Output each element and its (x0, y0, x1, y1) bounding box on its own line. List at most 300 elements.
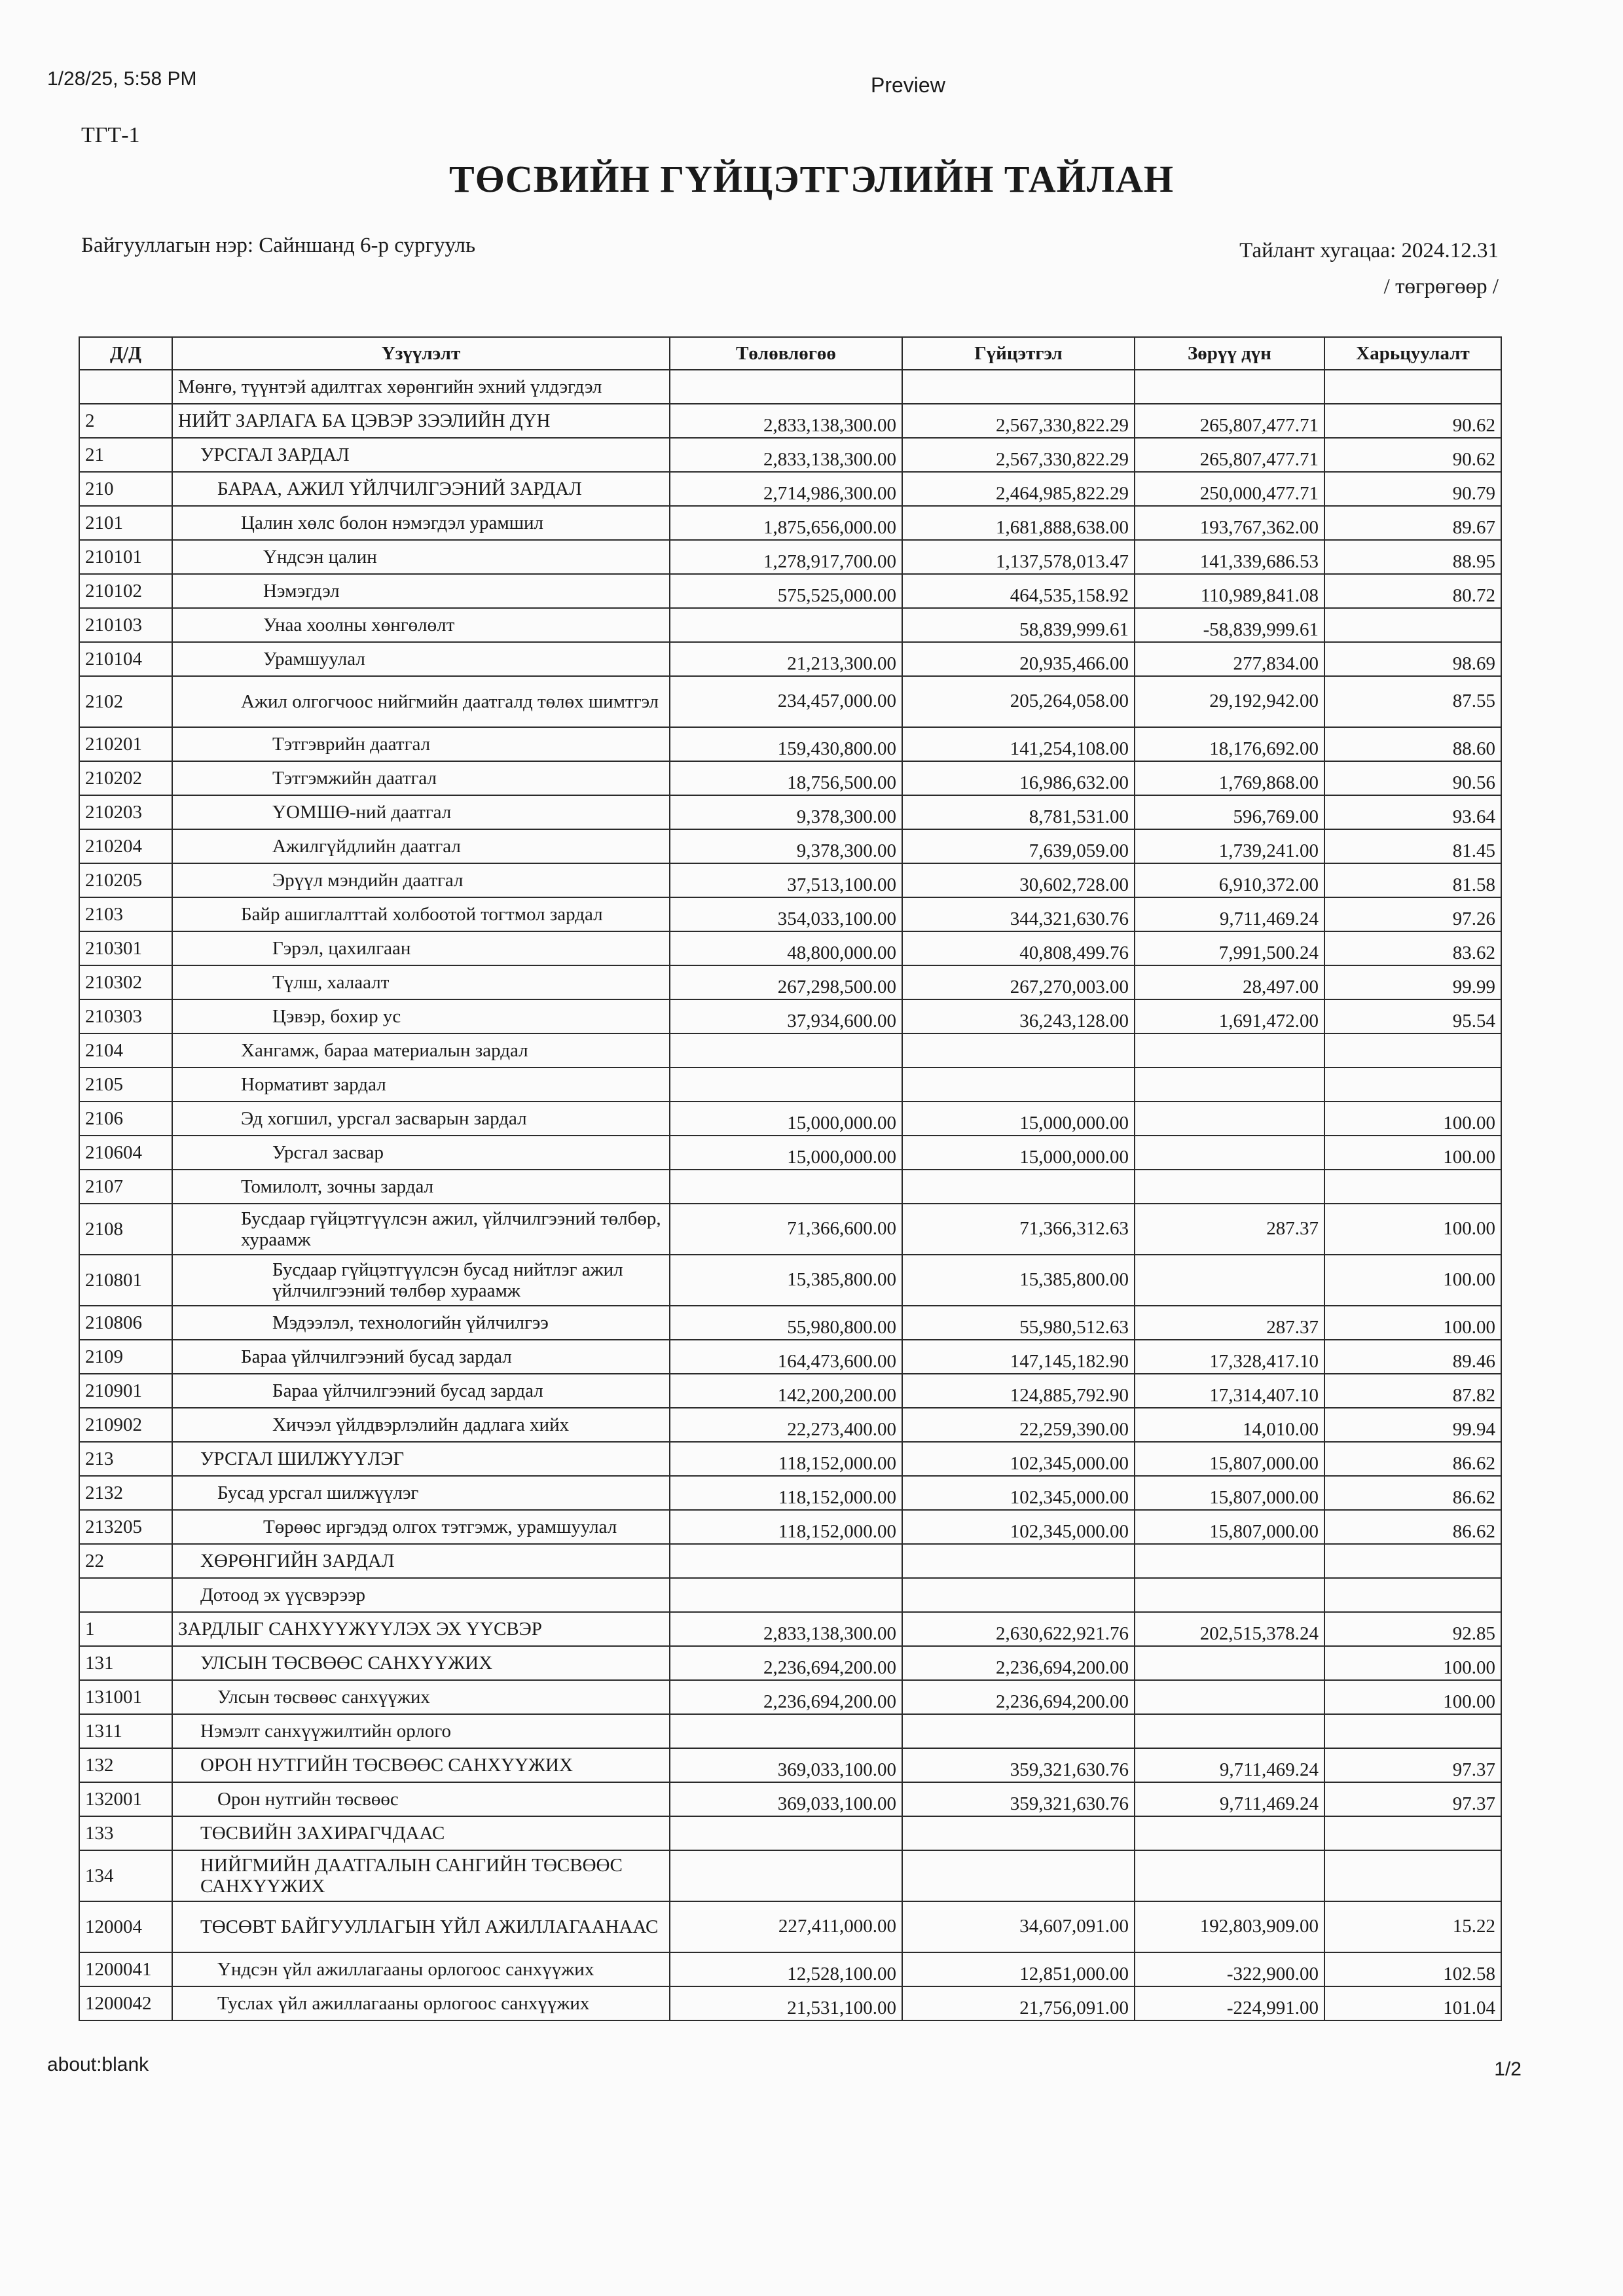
cell-actual: 2,236,694,200.00 (902, 1680, 1135, 1714)
cell-actual: 464,535,158.92 (902, 574, 1135, 608)
cell-code: 21 (79, 438, 172, 472)
cell-ratio: 99.99 (1324, 965, 1501, 999)
cell-actual: 2,236,694,200.00 (902, 1646, 1135, 1680)
cell-actual: 15,385,800.00 (902, 1255, 1135, 1306)
cell-actual (902, 370, 1135, 404)
cell-actual: 102,345,000.00 (902, 1476, 1135, 1510)
cell-plan (670, 1067, 902, 1102)
cell-actual: 359,321,630.76 (902, 1748, 1135, 1782)
cell-code: 131001 (79, 1680, 172, 1714)
cell-ratio: 86.62 (1324, 1510, 1501, 1544)
cell-difference: 192,803,909.00 (1135, 1901, 1324, 1952)
table-row (79, 1986, 1501, 2020)
cell-actual: 2,567,330,822.29 (902, 438, 1135, 472)
cell-indicator: Бусдаар гүйцэтгүүлсэн ажил, үйлчилгээний төлбөр, хураамж (172, 1204, 670, 1255)
cell-indicator: Хичээл үйлдвэрлэлийн дадлага хийх (172, 1408, 670, 1442)
table-row (79, 676, 1501, 727)
cell-indicator: Мэдээлэл, технологийн үйлчилгээ (172, 1306, 670, 1340)
cell-ratio: 101.04 (1324, 1986, 1501, 2020)
cell-indicator: Дотоод эх үүсвэрээр (172, 1578, 670, 1612)
cell-ratio: 100.00 (1324, 1646, 1501, 1680)
cell-ratio: 83.62 (1324, 931, 1501, 965)
cell-code: 210204 (79, 829, 172, 863)
cell-ratio: 93.64 (1324, 795, 1501, 829)
cell-indicator: НИЙГМИЙН ДААТГАЛЫН САНГИЙН ТӨСВӨӨС САНХҮҮЖИХ (172, 1850, 670, 1901)
cell-indicator: Тэтгэврийн даатгал (172, 727, 670, 761)
cell-plan (670, 1816, 902, 1850)
cell-indicator: Урсгал засвар (172, 1136, 670, 1170)
cell-code: 133 (79, 1816, 172, 1850)
cell-actual (902, 1544, 1135, 1578)
cell-plan: 15,000,000.00 (670, 1136, 902, 1170)
cell-actual: 102,345,000.00 (902, 1510, 1135, 1544)
cell-code: 120004 (79, 1901, 172, 1952)
cell-ratio: 100.00 (1324, 1680, 1501, 1714)
column-header-plan: Төлөвлөгөө (670, 337, 902, 370)
cell-code: 131 (79, 1646, 172, 1680)
cell-indicator: Орон нутгийн төсвөөс (172, 1782, 670, 1816)
table-row (79, 897, 1501, 931)
cell-indicator: ТӨСӨВТ БАЙГУУЛЛАГЫН ҮЙЛ АЖИЛЛАГААНААС (172, 1901, 670, 1952)
table-row (79, 1850, 1501, 1901)
page-number: 1/2 (1494, 2058, 1522, 2080)
cell-actual: 8,781,531.00 (902, 795, 1135, 829)
cell-code: 210201 (79, 727, 172, 761)
cell-actual (902, 1033, 1135, 1067)
table-row (79, 1204, 1501, 1255)
cell-plan: 9,378,300.00 (670, 829, 902, 863)
table-row (79, 795, 1501, 829)
cell-difference: 18,176,692.00 (1135, 727, 1324, 761)
cell-code: 134 (79, 1850, 172, 1901)
cell-actual: 359,321,630.76 (902, 1782, 1135, 1816)
cell-code: 213 (79, 1442, 172, 1476)
cell-ratio (1324, 370, 1501, 404)
organization-name: Байгууллагын нэр: Сайншанд 6-р сургууль (81, 234, 476, 257)
cell-actual: 36,243,128.00 (902, 999, 1135, 1033)
cell-difference: -58,839,999.61 (1135, 608, 1324, 642)
cell-actual: 102,345,000.00 (902, 1442, 1135, 1476)
cell-ratio: 97.26 (1324, 897, 1501, 931)
cell-difference (1135, 370, 1324, 404)
cell-plan: 227,411,000.00 (670, 1901, 902, 1952)
print-date: 1/28/25, 5:58 PM (47, 68, 197, 90)
cell-indicator: Хангамж, бараа материалын зардал (172, 1033, 670, 1067)
cell-plan: 55,980,800.00 (670, 1306, 902, 1340)
cell-plan: 2,833,138,300.00 (670, 1612, 902, 1646)
cell-indicator: Бусдаар гүйцэтгүүлсэн бусад нийтлэг ажил үйлчилгээний төлбөр хураамж (172, 1255, 670, 1306)
cell-ratio: 90.62 (1324, 438, 1501, 472)
cell-indicator: Үндсэн цалин (172, 540, 670, 574)
cell-actual: 2,464,985,822.29 (902, 472, 1135, 506)
cell-code: 210801 (79, 1255, 172, 1306)
table-row (79, 1340, 1501, 1374)
cell-indicator: ҮОМШӨ-ний даатгал (172, 795, 670, 829)
table-row (79, 574, 1501, 608)
table-row (79, 370, 1501, 404)
cell-ratio: 90.56 (1324, 761, 1501, 795)
cell-code: 210203 (79, 795, 172, 829)
table-row (79, 642, 1501, 676)
document-title: ТӨСВИЙН ГҮЙЦЭТГЭЛИЙН ТАЙЛАН (449, 158, 1174, 200)
cell-plan: 71,366,600.00 (670, 1204, 902, 1255)
cell-indicator: Урамшуулал (172, 642, 670, 676)
table-row (79, 1782, 1501, 1816)
cell-plan: 21,531,100.00 (670, 1986, 902, 2020)
cell-actual: 15,000,000.00 (902, 1102, 1135, 1136)
cell-difference (1135, 1680, 1324, 1714)
cell-ratio: 87.55 (1324, 676, 1501, 727)
cell-code: 132001 (79, 1782, 172, 1816)
cell-plan: 22,273,400.00 (670, 1408, 902, 1442)
cell-plan (670, 1544, 902, 1578)
cell-code: 2 (79, 404, 172, 438)
cell-actual: 71,366,312.63 (902, 1204, 1135, 1255)
cell-code: 210 (79, 472, 172, 506)
cell-difference: 277,834.00 (1135, 642, 1324, 676)
cell-actual: 2,567,330,822.29 (902, 404, 1135, 438)
cell-ratio: 81.58 (1324, 863, 1501, 897)
cell-plan: 37,513,100.00 (670, 863, 902, 897)
cell-code: 210104 (79, 642, 172, 676)
cell-indicator: Томилолт, зочны зардал (172, 1170, 670, 1204)
cell-ratio: 86.62 (1324, 1442, 1501, 1476)
cell-difference (1135, 1850, 1324, 1901)
cell-code: 210102 (79, 574, 172, 608)
cell-plan: 267,298,500.00 (670, 965, 902, 999)
cell-code: 1311 (79, 1714, 172, 1748)
cell-difference (1135, 1714, 1324, 1748)
table-row (79, 1901, 1501, 1952)
cell-actual (902, 1850, 1135, 1901)
table-row (79, 506, 1501, 540)
cell-plan: 159,430,800.00 (670, 727, 902, 761)
cell-indicator: УЛСЫН ТӨСВӨӨС САНХҮҮЖИХ (172, 1646, 670, 1680)
cell-ratio: 97.37 (1324, 1748, 1501, 1782)
cell-ratio: 90.62 (1324, 404, 1501, 438)
cell-indicator: Туслах үйл ажиллагааны орлогоос санхүүжих (172, 1986, 670, 2020)
cell-plan: 15,000,000.00 (670, 1102, 902, 1136)
cell-actual (902, 1816, 1135, 1850)
cell-code: 2103 (79, 897, 172, 931)
cell-difference: 141,339,686.53 (1135, 540, 1324, 574)
cell-difference: 1,691,472.00 (1135, 999, 1324, 1033)
table-row (79, 829, 1501, 863)
cell-difference: 29,192,942.00 (1135, 676, 1324, 727)
cell-ratio: 99.94 (1324, 1408, 1501, 1442)
table-row (79, 727, 1501, 761)
table-row (79, 1544, 1501, 1578)
cell-plan: 2,236,694,200.00 (670, 1646, 902, 1680)
cell-indicator: Бараа үйлчилгээний бусад зардал (172, 1374, 670, 1408)
cell-difference: 28,497.00 (1135, 965, 1324, 999)
cell-actual (902, 1170, 1135, 1204)
cell-code: 2132 (79, 1476, 172, 1510)
cell-indicator: Нормативт зардал (172, 1067, 670, 1102)
cell-indicator: Цэвэр, бохир ус (172, 999, 670, 1033)
cell-ratio: 97.37 (1324, 1782, 1501, 1816)
cell-difference: 1,769,868.00 (1135, 761, 1324, 795)
currency-unit: / төгрөгөөр / (1383, 275, 1499, 298)
cell-indicator: ЗАРДЛЫГ САНХҮҮЖҮҮЛЭХ ЭХ ҮҮСВЭР (172, 1612, 670, 1646)
cell-code: 2101 (79, 506, 172, 540)
cell-plan: 369,033,100.00 (670, 1782, 902, 1816)
column-header-ratio: Харьцуулалт (1324, 337, 1501, 370)
cell-plan: 1,875,656,000.00 (670, 506, 902, 540)
cell-difference (1135, 1255, 1324, 1306)
cell-ratio: 100.00 (1324, 1255, 1501, 1306)
table-row (79, 472, 1501, 506)
table-row (79, 1408, 1501, 1442)
cell-actual: 34,607,091.00 (902, 1901, 1135, 1952)
cell-ratio (1324, 1033, 1501, 1067)
table-row (79, 761, 1501, 795)
cell-indicator: Эрүүл мэндийн даатгал (172, 863, 670, 897)
table-row (79, 1680, 1501, 1714)
cell-plan: 2,833,138,300.00 (670, 438, 902, 472)
cell-difference: 15,807,000.00 (1135, 1476, 1324, 1510)
cell-plan: 2,833,138,300.00 (670, 404, 902, 438)
report-period: Тайлант хугацаа: 2024.12.31 (1239, 239, 1499, 262)
footer-url: about:blank (47, 2054, 149, 2075)
cell-plan: 142,200,200.00 (670, 1374, 902, 1408)
cell-plan: 37,934,600.00 (670, 999, 902, 1033)
cell-code: 132 (79, 1748, 172, 1782)
cell-indicator: Нэмэлт санхүүжилтийн орлого (172, 1714, 670, 1748)
cell-indicator: УРСГАЛ ЗАРДАЛ (172, 438, 670, 472)
cell-indicator: УРСГАЛ ШИЛЖҮҮЛЭГ (172, 1442, 670, 1476)
cell-difference: 110,989,841.08 (1135, 574, 1324, 608)
table-row (79, 1748, 1501, 1782)
cell-plan: 369,033,100.00 (670, 1748, 902, 1782)
cell-plan (670, 1714, 902, 1748)
cell-indicator: Мөнгө, түүнтэй адилтгах хөрөнгийн эхний үлдэгдэл (172, 370, 670, 404)
cell-indicator: Тэтгэмжийн даатгал (172, 761, 670, 795)
cell-code: 2102 (79, 676, 172, 727)
cell-difference: 1,739,241.00 (1135, 829, 1324, 863)
cell-plan: 1,278,917,700.00 (670, 540, 902, 574)
cell-difference: 9,711,469.24 (1135, 897, 1324, 931)
cell-indicator: ХӨРӨНГИЙН ЗАРДАЛ (172, 1544, 670, 1578)
cell-ratio (1324, 1850, 1501, 1901)
cell-indicator: ТӨСВИЙН ЗАХИРАГЧДААС (172, 1816, 670, 1850)
cell-code: 22 (79, 1544, 172, 1578)
table-row (79, 1476, 1501, 1510)
cell-actual: 1,137,578,013.47 (902, 540, 1135, 574)
cell-difference: 14,010.00 (1135, 1408, 1324, 1442)
table-row (79, 965, 1501, 999)
cell-ratio (1324, 1816, 1501, 1850)
print-title: Preview (871, 73, 945, 97)
cell-ratio: 92.85 (1324, 1612, 1501, 1646)
cell-indicator: Эд хогшил, урсгал засварын зардал (172, 1102, 670, 1136)
cell-indicator: БАРАА, АЖИЛ ҮЙЛЧИЛГЭЭНИЙ ЗАРДАЛ (172, 472, 670, 506)
cell-ratio: 89.46 (1324, 1340, 1501, 1374)
cell-ratio: 98.69 (1324, 642, 1501, 676)
cell-actual: 267,270,003.00 (902, 965, 1135, 999)
cell-actual: 22,259,390.00 (902, 1408, 1135, 1442)
cell-actual: 1,681,888,638.00 (902, 506, 1135, 540)
cell-difference: 287.37 (1135, 1306, 1324, 1340)
cell-ratio: 87.82 (1324, 1374, 1501, 1408)
table-row (79, 1067, 1501, 1102)
cell-difference: 596,769.00 (1135, 795, 1324, 829)
cell-actual: 2,630,622,921.76 (902, 1612, 1135, 1646)
cell-difference: 15,807,000.00 (1135, 1510, 1324, 1544)
cell-code: 2108 (79, 1204, 172, 1255)
cell-code: 210303 (79, 999, 172, 1033)
table-header-row (79, 337, 1501, 370)
cell-difference: 17,328,417.10 (1135, 1340, 1324, 1374)
column-header-difference: Зөрүү дүн (1135, 337, 1324, 370)
cell-ratio (1324, 1170, 1501, 1204)
cell-difference (1135, 1067, 1324, 1102)
cell-ratio: 90.79 (1324, 472, 1501, 506)
cell-plan: 118,152,000.00 (670, 1442, 902, 1476)
column-header-indicator: Үзүүлэлт (172, 337, 670, 370)
cell-indicator: Улсын төсвөөс санхүүжих (172, 1680, 670, 1714)
cell-code: 210604 (79, 1136, 172, 1170)
cell-difference: 6,910,372.00 (1135, 863, 1324, 897)
cell-code (79, 370, 172, 404)
cell-ratio: 81.45 (1324, 829, 1501, 863)
cell-plan: 2,236,694,200.00 (670, 1680, 902, 1714)
table-row (79, 931, 1501, 965)
cell-actual: 20,935,466.00 (902, 642, 1135, 676)
cell-ratio: 100.00 (1324, 1306, 1501, 1340)
cell-difference (1135, 1816, 1324, 1850)
cell-indicator: Байр ашиглалттай холбоотой тогтмол зардал (172, 897, 670, 931)
table-row (79, 404, 1501, 438)
cell-code: 210301 (79, 931, 172, 965)
cell-plan (670, 1033, 902, 1067)
table-row (79, 1646, 1501, 1680)
cell-actual: 147,145,182.90 (902, 1340, 1135, 1374)
column-header-code: Д/Д (79, 337, 172, 370)
cell-ratio: 80.72 (1324, 574, 1501, 608)
table-row (79, 1102, 1501, 1136)
cell-difference: 15,807,000.00 (1135, 1442, 1324, 1476)
cell-code: 210902 (79, 1408, 172, 1442)
cell-plan (670, 1170, 902, 1204)
cell-actual: 30,602,728.00 (902, 863, 1135, 897)
cell-actual: 7,639,059.00 (902, 829, 1135, 863)
form-code: ТГТ-1 (81, 123, 140, 147)
cell-indicator: Бараа үйлчилгээний бусад зардал (172, 1340, 670, 1374)
cell-code: 210202 (79, 761, 172, 795)
cell-code: 1200042 (79, 1986, 172, 2020)
cell-difference (1135, 1102, 1324, 1136)
cell-code: 1200041 (79, 1952, 172, 1986)
cell-difference: 265,807,477.71 (1135, 438, 1324, 472)
cell-difference: 193,767,362.00 (1135, 506, 1324, 540)
cell-plan: 9,378,300.00 (670, 795, 902, 829)
cell-ratio: 95.54 (1324, 999, 1501, 1033)
cell-ratio: 100.00 (1324, 1204, 1501, 1255)
cell-actual: 58,839,999.61 (902, 608, 1135, 642)
cell-plan: 21,213,300.00 (670, 642, 902, 676)
cell-code: 210901 (79, 1374, 172, 1408)
cell-plan: 164,473,600.00 (670, 1340, 902, 1374)
cell-code: 2106 (79, 1102, 172, 1136)
cell-code (79, 1578, 172, 1612)
table-row (79, 999, 1501, 1033)
cell-difference: 9,711,469.24 (1135, 1782, 1324, 1816)
cell-ratio: 100.00 (1324, 1102, 1501, 1136)
cell-difference: 7,991,500.24 (1135, 931, 1324, 965)
table-row (79, 1816, 1501, 1850)
cell-actual: 15,000,000.00 (902, 1136, 1135, 1170)
cell-difference: 17,314,407.10 (1135, 1374, 1324, 1408)
cell-code: 210806 (79, 1306, 172, 1340)
cell-ratio: 102.58 (1324, 1952, 1501, 1986)
cell-code: 210101 (79, 540, 172, 574)
cell-code: 2109 (79, 1340, 172, 1374)
cell-difference: 287.37 (1135, 1204, 1324, 1255)
cell-ratio: 88.60 (1324, 727, 1501, 761)
cell-plan (670, 1578, 902, 1612)
cell-indicator: НИЙТ ЗАРЛАГА БА ЦЭВЭР ЗЭЭЛИЙН ДҮН (172, 404, 670, 438)
table-row (79, 1374, 1501, 1408)
cell-actual (902, 1714, 1135, 1748)
cell-plan: 48,800,000.00 (670, 931, 902, 965)
cell-ratio: 15.22 (1324, 1901, 1501, 1952)
table-row (79, 863, 1501, 897)
cell-indicator: Гэрэл, цахилгаан (172, 931, 670, 965)
cell-difference: 9,711,469.24 (1135, 1748, 1324, 1782)
cell-ratio (1324, 608, 1501, 642)
cell-plan (670, 370, 902, 404)
table-row (79, 1952, 1501, 1986)
cell-plan: 18,756,500.00 (670, 761, 902, 795)
cell-difference (1135, 1544, 1324, 1578)
cell-indicator: Цалин хөлс болон нэмэгдэл урамшил (172, 506, 670, 540)
cell-plan: 575,525,000.00 (670, 574, 902, 608)
table-row (79, 540, 1501, 574)
cell-actual: 40,808,499.76 (902, 931, 1135, 965)
table-row (79, 1306, 1501, 1340)
cell-actual (902, 1578, 1135, 1612)
cell-difference (1135, 1170, 1324, 1204)
cell-actual: 124,885,792.90 (902, 1374, 1135, 1408)
table-row (79, 1612, 1501, 1646)
cell-ratio (1324, 1544, 1501, 1578)
cell-plan: 2,714,986,300.00 (670, 472, 902, 506)
cell-difference: 265,807,477.71 (1135, 404, 1324, 438)
cell-difference: 250,000,477.71 (1135, 472, 1324, 506)
budget-execution-table (79, 336, 1502, 2021)
column-header-actual: Гүйцэтгэл (902, 337, 1135, 370)
table-row (79, 1442, 1501, 1476)
cell-code: 213205 (79, 1510, 172, 1544)
cell-indicator: Ажилгүйдлийн даатгал (172, 829, 670, 863)
table-row (79, 608, 1501, 642)
cell-difference: 202,515,378.24 (1135, 1612, 1324, 1646)
cell-indicator: ОРОН НУТГИЙН ТӨСВӨӨС САНХҮҮЖИХ (172, 1748, 670, 1782)
table-row (79, 1255, 1501, 1306)
cell-difference: -224,991.00 (1135, 1986, 1324, 2020)
table-row (79, 1714, 1501, 1748)
cell-actual: 344,321,630.76 (902, 897, 1135, 931)
cell-plan: 354,033,100.00 (670, 897, 902, 931)
table-row (79, 1170, 1501, 1204)
cell-plan: 118,152,000.00 (670, 1476, 902, 1510)
cell-plan (670, 1850, 902, 1901)
cell-plan: 118,152,000.00 (670, 1510, 902, 1544)
cell-difference (1135, 1578, 1324, 1612)
cell-difference: -322,900.00 (1135, 1952, 1324, 1986)
table-row (79, 438, 1501, 472)
